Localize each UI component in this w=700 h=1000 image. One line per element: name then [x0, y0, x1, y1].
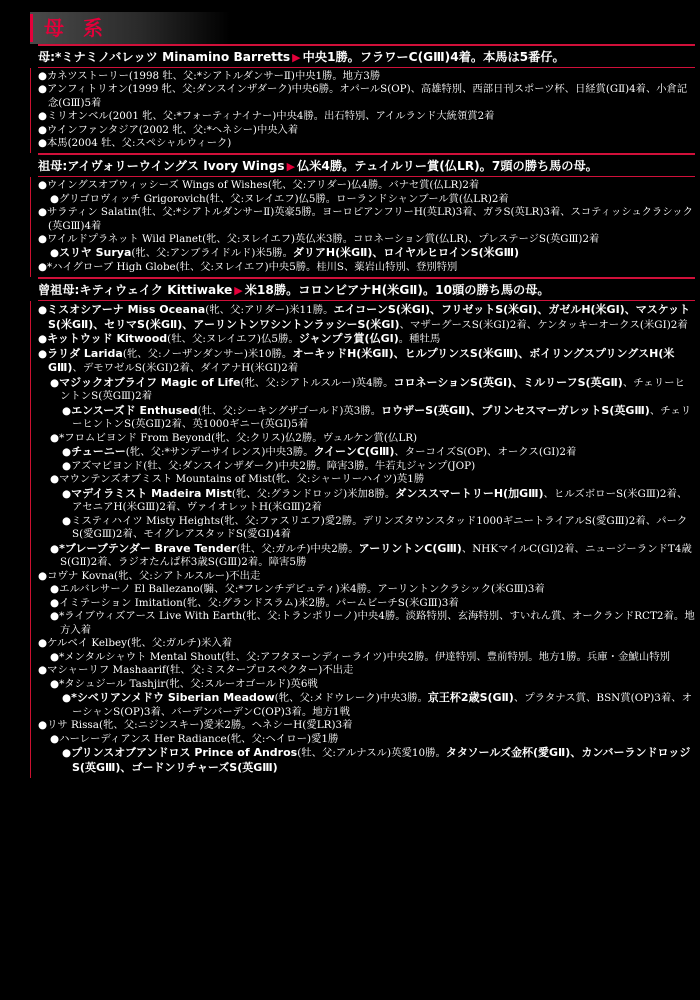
bullet-icon: ● [38, 333, 48, 346]
ancestor-label: 曾祖母:キティウェイク Kittiwake [38, 283, 233, 298]
entry-text: (牝、父:アリダー)米11勝。 [205, 304, 334, 317]
entry-bold-text: 京王杯2歳S(GⅡ) [427, 691, 514, 705]
entry-bold-text: ロウザーS(英GⅡ)、プリンセスマーガレットS(英GⅢ) [381, 403, 650, 417]
bullet-icon: ● [38, 123, 47, 136]
entry-bold-text: *ブレーブテンダー Brave Tender [59, 541, 237, 555]
bullet-icon: ● [38, 70, 47, 82]
ancestor-heading [38, 277, 695, 301]
bullet-icon: ● [62, 446, 72, 459]
offspring-list [30, 68, 695, 153]
offspring-entry [38, 70, 695, 83]
entry-bold-text: ジャンプラ賞(仏GⅠ) [298, 332, 399, 346]
bullet-icon: ● [50, 583, 60, 596]
entry-bold-text: エンスーズド Enthused [71, 403, 198, 417]
entry-text: (牡、父:ヌレイエフ)仏5勝。 [167, 333, 299, 346]
offspring-entry [38, 719, 695, 733]
ancestor-summary: 仏米4勝。テュイルリー賞(仏LR)。7頭の勝ち馬の母。 [297, 159, 598, 174]
offspring-entry [50, 733, 695, 747]
entry-text: (牝、父:ノーザンダンサー)米10勝。 [122, 347, 293, 360]
bullet-icon: ● [62, 404, 72, 417]
bullet-icon: ● [38, 137, 47, 150]
entry-bold-text: クイーンC(GⅢ) [313, 445, 395, 459]
entry-text: リサ Rissa(牝、父:ニジンスキー)愛米2勝。ヘネシーH(愛LR)3着 [47, 719, 353, 732]
bullet-icon: ● [38, 719, 48, 732]
entry-text: (牝、父:シアトルスルー)英4勝。 [240, 376, 394, 389]
ancestor-heading [38, 44, 695, 68]
offspring-entry [50, 432, 695, 446]
offspring-entry [38, 179, 695, 192]
bullet-icon: ● [38, 206, 47, 219]
entry-text: *ハイグローブ High Globe(牡、父:ヌレイエフ)中央5勝。桂川S、薬岩山特別、登別特別 [47, 260, 458, 273]
bullet-icon: ● [62, 692, 72, 705]
entry-text: コヴナ Kovna(牝、父:シアトルスルー)不出走 [47, 569, 261, 582]
bullet-icon: ● [38, 179, 47, 192]
entry-text: 、チェリーヒントンS(英GⅢ)2着 [60, 376, 685, 403]
offspring-entry [50, 542, 695, 570]
pedigree-content [30, 44, 695, 778]
entry-text: ワイルドプラネット Wild Planet(牝、父:ヌレイエフ)英仏米3勝。コロネーション賞(仏LR)、プレステージS(英GⅢ)2着 [47, 233, 600, 246]
entry-text: 、プラタナス賞、BSN賞(OP)3着、オーシャンS(OP)3着、バーデンバーデンC(OP)3着。地方1戦 [72, 692, 693, 718]
section-header-accent [30, 14, 33, 42]
entry-text: (牡、父:アルナスル)英愛10勝。 [297, 747, 446, 760]
bullet-icon: ● [50, 192, 59, 205]
entry-text: *フロムビヨンド From Beyond(牝、父:クリス)仏2勝。ヴュルケン賞(仏LR) [59, 431, 418, 444]
entry-text: 、ヒルズボローS(米GⅢ)2着、アセニアH(米GⅢ)2着、ヴァイオレットH(米GⅢ)2着 [72, 487, 688, 514]
entry-text: ミリオンベル(2001 牝、父:*フォーティナイナー)中央4勝。出石特別、アイルランド大統領賞2着 [47, 110, 495, 123]
entry-bold-text: オーキッドH(米GⅡ)、ヒルプリンスS(米GⅢ)、ボイリングスプリングスH(米GⅢ) [48, 346, 675, 375]
offspring-entry [50, 376, 695, 404]
offspring-entry [38, 332, 695, 347]
entry-bold-text: ミスオシアーナ Miss Oceana [47, 303, 206, 317]
offspring-entry [50, 193, 695, 206]
offspring-entry [50, 246, 695, 260]
bullet-icon: ● [62, 747, 72, 760]
entry-bold-text: チューニー [71, 445, 126, 459]
entry-text: 本馬(2004 牡、父:スペシャルウィーク) [47, 137, 232, 150]
triangle-marker-icon: ▶ [234, 284, 243, 298]
entry-text: カネツストーリー(1998 牡、父:*シアトルダンサーⅡ)中央1勝。地方3勝 [47, 70, 381, 82]
offspring-entry [50, 597, 695, 611]
bullet-icon: ● [50, 431, 60, 444]
offspring-entry [38, 137, 695, 150]
entry-bold-text: ダンススマートリーH(加GⅢ) [395, 486, 544, 500]
ancestor-summary: 米18勝。コロンビアナH(米GⅡ)。10頭の勝ち馬の母。 [244, 283, 550, 298]
offspring-list [30, 301, 695, 778]
entry-bold-text: ダリアH(米GⅡ)、ロイヤルヒロインS(米GⅢ) [292, 246, 520, 260]
offspring-entry [38, 261, 695, 274]
offspring-entry [62, 746, 695, 775]
bullet-icon: ● [38, 569, 48, 582]
offspring-entry [38, 637, 695, 651]
ancestor-summary: 中央1勝。フラワーC(GⅢ)4着。本馬は5番仔。 [302, 50, 565, 64]
entry-text: *ライブウィズアース Live With Earth(牝、父:トランポリーノ)中央4勝。淡路特別、玄海特別、すいれん賞、オークランドRCT2着。地方入着 [59, 610, 695, 636]
bullet-icon: ● [50, 376, 60, 389]
bullet-icon: ● [50, 732, 60, 745]
bullet-icon: ● [38, 304, 48, 317]
entry-text: (牝、父:グランドロッジ)米加8勝。 [231, 487, 396, 500]
entry-bold-text: アーリントンC(GⅢ) [358, 541, 462, 555]
section-title: 母 系 [44, 16, 109, 40]
ancestor-label: 祖母:アイヴォリーウイングス Ivory Wings [38, 159, 285, 174]
bullet-icon: ● [50, 596, 60, 609]
bullet-icon: ● [38, 233, 47, 246]
offspring-entry [38, 570, 695, 584]
entry-text: ウインファンタジア(2002 牝、父:*ヘネシー)中央入着 [47, 123, 299, 136]
entry-text: 、ターコイズS(OP)、オークス(GⅠ)2着 [394, 446, 577, 459]
bullet-icon: ● [38, 347, 48, 360]
entry-text: エルバレサーノ El Ballezano(騸、父:*フレンチデピュティ)米4勝。アーリントンクラシック(米GⅢ)3着 [59, 583, 545, 596]
entry-text: イミテーション Imitation(牝、父:グランドスラム)米2勝。パームビーチS(米GⅢ)3着 [59, 596, 459, 609]
offspring-entry [38, 664, 695, 678]
entry-bold-text: プリンスオブアンドロス Prince of Andros [71, 746, 298, 760]
entry-text: ハーレーディアンス Her Radiance(牝、父:ヘイロー)愛1勝 [59, 732, 339, 745]
entry-bold-text: エイコーンS(米GⅠ)、フリゼットS(米GⅠ)、ガゼルH(米GⅠ)、マスケットS(米GⅡ)、セリマS(米GⅡ)、アーリントンワシントンラッシーS(米GⅠ) [48, 303, 691, 331]
bullet-icon: ● [62, 487, 72, 500]
entry-text: マシャーリフ Mashaarif(牡、父:ミスタープロスペクター)不出走 [47, 664, 354, 677]
entry-text: 、チェリーヒントンS(英GⅡ)2着、英1000ギニー(英GⅠ)5着 [72, 404, 692, 431]
offspring-entry [50, 610, 695, 637]
bullet-icon: ● [50, 247, 59, 260]
offspring-entry [50, 651, 695, 665]
entry-bold-text: マデイラミスト Madeira Mist [71, 486, 232, 500]
entry-text: ミスティハイツ Misty Heights(牝、父:ファスリエフ)愛2勝。デリンズタウンスタッド1000ギニートライアルS(愛GⅢ)2着、パークS(愛GⅢ)2着、モイグレアスタッドS(愛GⅠ)4着 [71, 514, 688, 541]
entry-text: サラティン Salatin(牡、父:*シアトルダンサーⅡ)英豪5勝。ヨーロピアンフリーH(英LR)3着、ガラS(英LR)3着、スコティッシュクラシック(英GⅢ)4着 [47, 206, 693, 232]
entry-text: ケルベイ Kelbey(牝、父:ガルチ)米入着 [47, 637, 233, 650]
entry-bold-text: ラリダ Larida [47, 346, 123, 360]
entry-text: 、デモワゼルS(米GⅠ)2着、ダイアナH(米GⅠ)2着 [72, 362, 299, 375]
entry-bold-text: コロネーションS(英GⅠ)、ミルリーフS(英GⅡ) [393, 375, 623, 389]
offspring-entry [50, 473, 695, 487]
entry-text: (牝、父:*サンデーサイレンス)中央3勝。 [125, 446, 314, 459]
entry-text: (牡、父:シーキングザゴールド)英3勝。 [197, 404, 382, 417]
ancestor-label: 母:*ミナミノバレッツ Minamino Barretts [38, 50, 291, 64]
bullet-icon: ● [38, 637, 48, 650]
entry-text: アズマビヨンド(牡、父:ダンスインザダーク)中央2勝。障害3勝。牛若丸ジャンプ(JOP) [71, 459, 476, 472]
entry-text: アンフィトリオン(1999 牝、父:ダンスインザダーク)中央6勝。オパールS(OP)、高雄特別、西部日刊スポーツ杯、日経賞(GⅡ)4着、小倉記念(GⅢ)5着 [47, 83, 688, 109]
entry-bold-text: マジックオブライフ Magic of Life [59, 375, 241, 389]
triangle-marker-icon: ▶ [292, 51, 301, 64]
entry-bold-text: スリヤ Surya [59, 246, 132, 260]
entry-text: ウイングスオブウィッシーズ Wings of Wishes(牝、父:アリダー)仏4勝。バナセ賞(仏LR)2着 [47, 179, 480, 192]
offspring-entry [38, 347, 695, 376]
entry-text: (牝、父:メドウレーク)中央3勝。 [274, 692, 428, 705]
offspring-entry [62, 515, 695, 542]
offspring-entry [62, 445, 695, 460]
bullet-icon: ● [50, 610, 60, 623]
offspring-entry [38, 124, 695, 137]
offspring-entry [38, 83, 695, 110]
offspring-entry [38, 110, 695, 123]
offspring-entry [62, 404, 695, 432]
bullet-icon: ● [38, 110, 47, 123]
offspring-entry [38, 303, 695, 332]
entry-text: *タシュジール Tashjir(牝、父:スルーオゴールド)英6戦 [59, 677, 318, 690]
bullet-icon: ● [62, 514, 72, 527]
entry-bold-text: タタソールズ金杯(愛GⅡ)、カンバーランドロッジS(英GⅢ)、ゴードンリチャーズS(英GⅢ) [72, 746, 691, 774]
bullet-icon: ● [50, 542, 60, 555]
entry-text: 、マザーグースS(米GⅠ)2着、ケンタッキーオークス(米GⅠ)2着 [399, 318, 688, 331]
bullet-icon: ● [50, 677, 60, 690]
bullet-icon: ● [38, 83, 47, 96]
entry-text: 。種牡馬 [398, 333, 441, 346]
entry-text: グリゴロヴィッチ Grigorovich(牡、父:ヌレイエフ)仏5勝。ローランドシャンブール賞(仏LR)2着 [59, 192, 509, 205]
offspring-list [30, 177, 695, 277]
entry-bold-text: *シベリアンメドウ Siberian Meadow [71, 691, 275, 705]
offspring-entry [62, 460, 695, 474]
entry-text: (牡、父:ガルチ)中央2勝。 [236, 542, 359, 555]
offspring-entry [38, 233, 695, 246]
triangle-marker-icon: ▶ [286, 160, 296, 174]
entry-text: 、NHKマイルC(GⅠ)2着、ニュージーランドT4歳S(GⅡ)2着、ラジオたんぱ杯3歳S(GⅢ)2着。障害5勝 [60, 542, 692, 569]
offspring-entry [38, 206, 695, 233]
bullet-icon: ● [50, 650, 60, 663]
bullet-icon: ● [50, 473, 60, 486]
bullet-icon: ● [38, 664, 48, 677]
offspring-entry [62, 691, 695, 719]
entry-bold-text: キットウッド Kitwood [47, 332, 168, 346]
offspring-entry [50, 583, 695, 597]
offspring-entry [50, 678, 695, 692]
ancestor-heading [38, 153, 695, 177]
entry-text: *メンタルシャウト Mental Shout(牡、父:アフタヌーンディーライツ)中央2勝。伊達特別、豊前特別。地方1勝。兵庫・金鯱山特別 [59, 650, 670, 663]
entry-text: マウンテンズオブミスト Mountains of Mist(牝、父:シャーリーハイツ)英1勝 [59, 473, 425, 486]
bullet-icon: ● [62, 459, 72, 472]
offspring-entry [62, 487, 695, 515]
bullet-icon: ● [38, 260, 47, 273]
entry-text: (牝、父:アンブライドルド)米5勝。 [131, 247, 293, 260]
